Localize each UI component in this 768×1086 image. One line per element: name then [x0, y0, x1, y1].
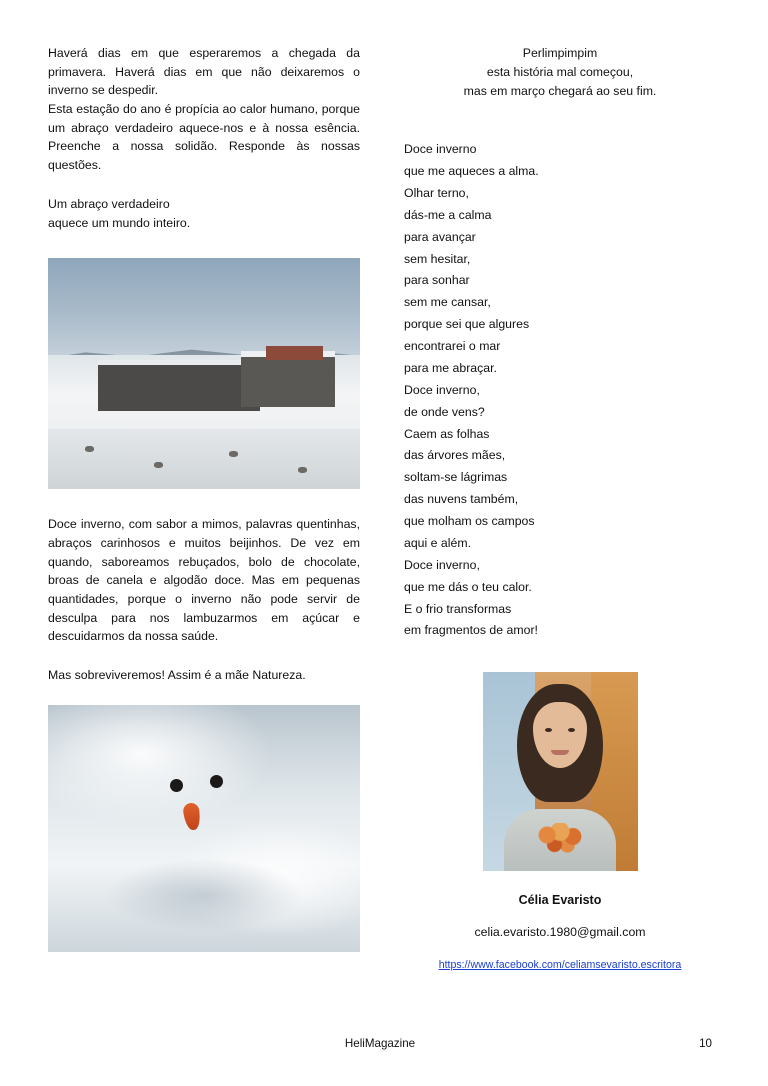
snow-face-image: [48, 705, 360, 952]
poem-line: porque sei que algures: [404, 317, 530, 332]
image-snow-face: [144, 773, 264, 863]
footer-page-number: 10: [699, 1037, 712, 1050]
snow-face-left-eye: [170, 779, 183, 792]
snow-face-right-eye: [210, 775, 223, 788]
image-building-left: [98, 360, 260, 411]
poem-header-line-2: esta história mal começou,: [486, 65, 634, 80]
poem-body: [404, 139, 716, 642]
verse-line-2: aquece um mundo inteiro.: [48, 215, 191, 230]
author-name: Célia Evaristo: [518, 893, 602, 908]
left-column: [48, 44, 360, 952]
poem-line: sem me cansar,: [404, 295, 491, 310]
poem-header: [404, 44, 716, 101]
poem-line: Doce inverno,: [404, 382, 480, 397]
two-column-layout: [48, 44, 712, 971]
poem-line: em fragmentos de amor!: [404, 623, 538, 638]
image-sky-region: [48, 258, 360, 355]
portrait-right-eye: [568, 728, 575, 732]
portrait-mouth: [551, 750, 569, 755]
poem-line: que me aqueces a alma.: [404, 164, 539, 179]
author-facebook-link[interactable]: https://www.facebook.com/celiamsevaristo.escritora: [438, 959, 682, 972]
poem-header-line-1: Perlimpimpim: [522, 46, 598, 60]
poem-line: das árvores mães,: [404, 448, 506, 463]
poem-line: Caem as folhas: [404, 426, 490, 441]
poem-line: para avançar: [404, 229, 476, 244]
portrait-left-eye: [545, 728, 552, 732]
poem-line: E o frio transformas: [404, 601, 512, 616]
winter-landscape-image: [48, 258, 360, 489]
footer-magazine-title: HeliMagazine: [344, 1037, 416, 1050]
poem-line: encontrarei o mar: [404, 339, 501, 354]
poem-header-line-3: mas em março chegará ao seu fim.: [463, 84, 657, 99]
paragraph-1: Haverá dias em que esperaremos a chegada da primavera. Haverá dias em que não deixaremos o inverno se despedir.: [48, 46, 360, 98]
author-email: celia.evaristo.1980@gmail.com: [474, 925, 646, 940]
image-snow-shadow: [104, 858, 304, 932]
poem-line: sem hesitar,: [404, 251, 471, 266]
author-portrait-image: [483, 672, 638, 871]
page-footer: [48, 1037, 712, 1050]
paragraph-2: Esta estação do ano é propícia ao calor humano, porque um abraço verdadeiro aquece-nos e à nossa esência. Preenche a nossa solidão. Responde às nossas questões.: [48, 102, 360, 173]
snow-face-carrot-nose: [182, 802, 202, 831]
poem-line: soltam-se lágrimas: [404, 470, 508, 485]
paragraph-4: Mas sobreviveremos! Assim é a mãe Natureza.: [48, 668, 306, 682]
poem-line: que molham os campos: [404, 514, 535, 529]
verse-line-1: Um abraço verdadeiro: [48, 196, 170, 211]
paragraph-3: Doce inverno, com sabor a mimos, palavras quentinhas, abraços carinhosos e muitos beijinhos. De vez em quando, saboreamos rebuçados, bolo de chocolate, broas de canela e algodão doce. Mas em pequenas quantidades, porque o inverno não pode servir de desculpa para nos lambuzarmos em açúcar e descuidarmos da nossa saúde.: [48, 517, 360, 644]
image-red-roof: [266, 346, 322, 360]
poem-line: para sonhar: [404, 273, 470, 288]
portrait-flower-brooch: [537, 823, 583, 853]
poem-line: de onde vens?: [404, 404, 485, 419]
poem-line: que me dás o teu calor.: [404, 579, 532, 594]
poem-line: para me abraçar.: [404, 360, 497, 375]
poem-line: Doce inverno: [404, 142, 477, 157]
poem-line: Doce inverno,: [404, 557, 480, 572]
poem-line: Olhar terno,: [404, 185, 469, 200]
image-foreground-snow: [48, 429, 360, 489]
poem-line: das nuvens também,: [404, 492, 519, 507]
right-column: [404, 44, 716, 971]
poem-line: aqui e além.: [404, 535, 471, 550]
poem-line: dás-me a calma: [404, 207, 492, 222]
